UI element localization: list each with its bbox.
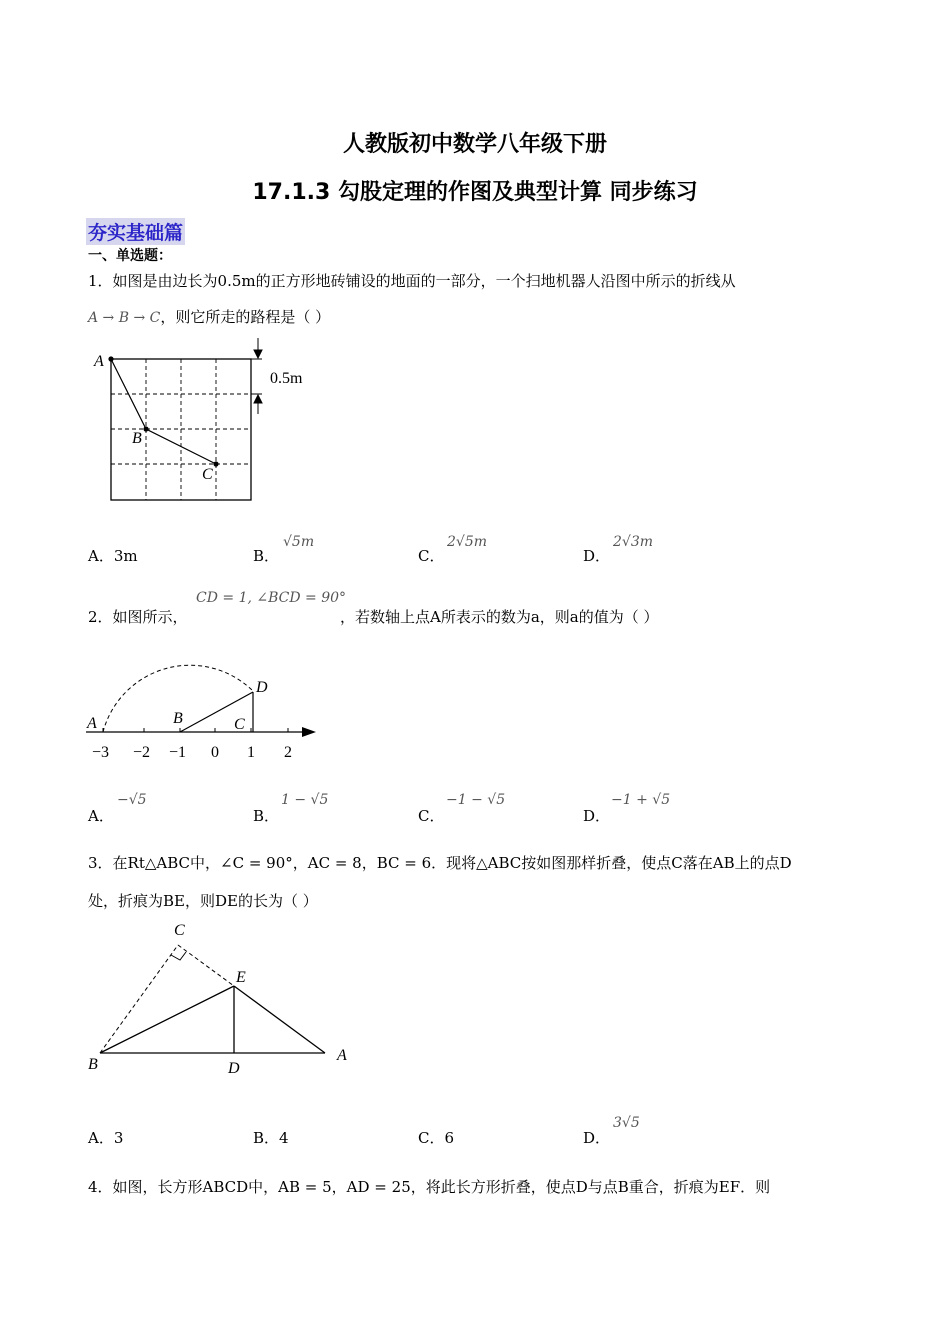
label-d: D <box>256 679 268 696</box>
label-c: C <box>202 466 213 483</box>
tick-label-1: 1 <box>247 744 255 761</box>
q1-option-c[interactable]: C． <box>418 547 445 565</box>
section-label: 夯实基础篇 <box>86 218 185 245</box>
segment-ea <box>234 986 325 1053</box>
point-b <box>143 426 148 431</box>
segment-ce-dashed <box>178 945 234 986</box>
q2-option-a-value: −√5 <box>117 792 147 808</box>
label-c: C <box>234 716 245 733</box>
part-label: 一、单选题： <box>88 248 172 264</box>
robot-path <box>111 359 216 464</box>
point-a <box>108 356 113 361</box>
q1-text: 1．如图是由边长为0.5m的正方形地砖铺设的地面的一部分，一个扫地机器人沿图中所示的折线从 <box>88 272 736 290</box>
tick-label-neg3: −3 <box>92 744 110 761</box>
label-e: E <box>236 969 246 986</box>
q2-text-post: ，若数轴上点A所表示的数为a，则a的值为（ ） <box>340 608 659 626</box>
q2-option-c-value: −1 − √5 <box>446 792 506 808</box>
q4-text: 4．如图，长方形ABCD中，AB = 5，AD = 25，将此长方形折叠，使点D与点B重合，折痕为EF．则 <box>88 1178 771 1196</box>
segment-bc-dashed <box>100 945 178 1053</box>
q1-option-b[interactable]: B． <box>253 547 280 565</box>
q1-option-d[interactable]: D． <box>583 547 611 565</box>
q1-text-tail: ，则它所走的路程是（ ） <box>160 308 331 326</box>
right-angle-mark <box>171 952 186 960</box>
q3-figure <box>84 915 359 1080</box>
q2-option-a[interactable]: A． <box>88 807 114 825</box>
q1-option-d-value: 2√3m <box>613 534 654 550</box>
label-b: B <box>88 1056 98 1073</box>
tick-label-0: 0 <box>211 744 219 761</box>
q2-option-b-value: 1 − √5 <box>281 792 329 808</box>
tick-label-neg2: −2 <box>133 744 151 761</box>
q3-text: 3．在Rt△ABC中，∠C = 90°，AC = 8，BC = 6．现将△ABC按如图那样折叠，使点C落在AB上的点D <box>88 854 792 872</box>
tick-label-neg1: −1 <box>169 744 187 761</box>
label-d: D <box>228 1060 240 1077</box>
q2-condition: CD = 1, ∠BCD = 90° <box>196 590 347 606</box>
document-title: 人教版初中数学八年级下册 <box>342 132 607 157</box>
q1-path-expr: A → B → C <box>88 310 161 326</box>
segment-be <box>100 986 234 1053</box>
point-c <box>213 461 218 466</box>
axis-arrow <box>302 727 316 737</box>
q1-option-c-value: 2√5m <box>447 534 488 550</box>
q3-option-a[interactable]: A．3 <box>88 1129 124 1147</box>
dimension-marker <box>251 338 262 414</box>
label-a: A <box>94 353 104 370</box>
document-subtitle: 17.1.3 勾股定理的作图及典型计算 同步练习 <box>252 180 698 205</box>
label-a: A <box>337 1047 347 1064</box>
q1-text-line2 <box>88 306 330 327</box>
label-a: A <box>87 715 97 732</box>
label-b: B <box>132 430 142 447</box>
q2-option-b[interactable]: B． <box>253 807 280 825</box>
q2-option-d[interactable]: D． <box>583 807 611 825</box>
q2-option-c[interactable]: C． <box>418 807 445 825</box>
q2-figure <box>84 640 334 770</box>
label-b: B <box>173 710 183 727</box>
tick-label-2: 2 <box>284 744 292 761</box>
q3-option-d-value: 3√5 <box>613 1115 640 1131</box>
dimension-label: 0.5m <box>270 370 303 387</box>
q2-text-pre: 2．如图所示， <box>88 608 188 626</box>
q2-option-d-value: −1 + √5 <box>611 792 671 808</box>
label-c: C <box>174 922 185 939</box>
q1-figure <box>86 338 326 508</box>
q1-option-a[interactable]: A．3m <box>88 547 138 565</box>
q3-option-b[interactable]: B．4 <box>253 1129 289 1147</box>
q3-option-c[interactable]: C．6 <box>418 1129 455 1147</box>
q1-option-b-value: √5m <box>283 534 315 550</box>
q3-option-d[interactable]: D． <box>583 1129 611 1147</box>
q3-text-line2: 处，折痕为BE，则DE的长为（ ） <box>88 892 318 910</box>
